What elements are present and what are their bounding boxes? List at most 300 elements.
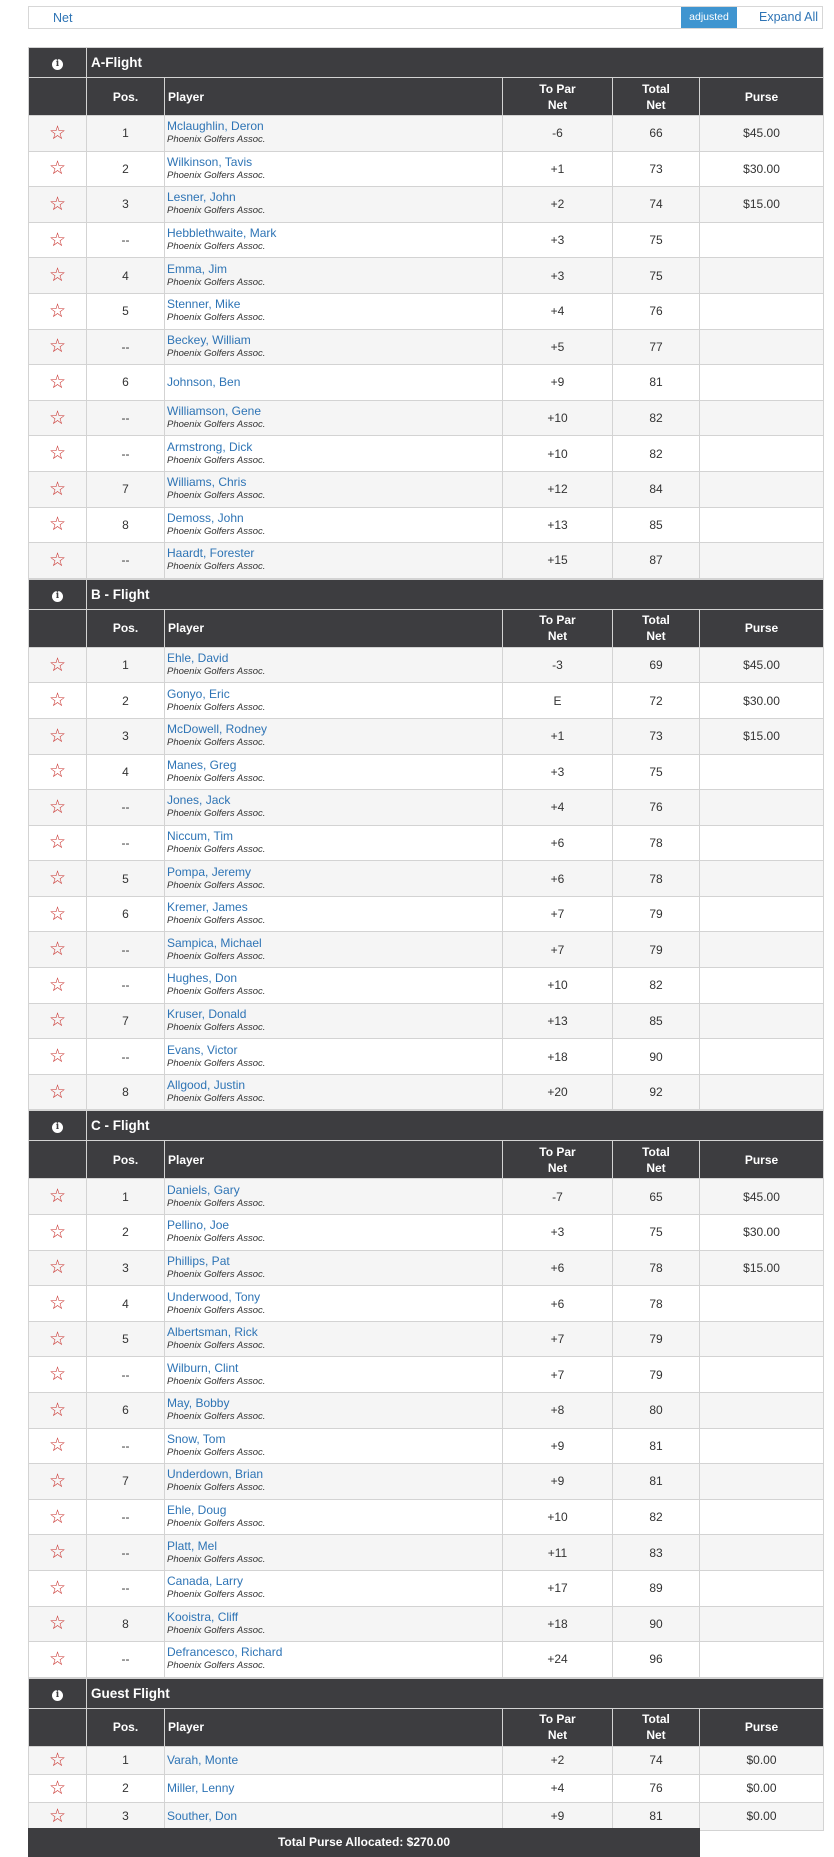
purse: $15.00 <box>700 187 824 223</box>
favorite-cell[interactable] <box>29 1570 87 1606</box>
col-pos[interactable]: Pos. <box>87 609 165 647</box>
player-club: Phoenix Golfers Assoc. <box>167 525 266 537</box>
total-net: 79 <box>613 1321 700 1357</box>
player-name-link[interactable]: Albertsman, Rick <box>167 1325 258 1340</box>
player-name-link[interactable]: Haardt, Forester <box>167 546 255 561</box>
table-row <box>29 151 824 187</box>
total-purse: Total Purse Allocated: $270.00 <box>28 1828 700 1857</box>
col-to-par-line2: Net <box>547 1728 568 1743</box>
player-name-link[interactable]: Varah, Monte <box>167 1753 239 1768</box>
player-club: Phoenix Golfers Assoc. <box>167 276 266 288</box>
favorite-cell[interactable] <box>29 1250 87 1286</box>
favorite-cell[interactable] <box>29 471 87 507</box>
player-cell <box>165 1642 503 1678</box>
table-row <box>29 1499 824 1535</box>
player-name-link[interactable]: Sampica, Michael <box>167 935 262 950</box>
col-total[interactable] <box>613 1141 700 1179</box>
favorite-cell[interactable] <box>29 400 87 436</box>
star-icon[interactable]: ☆ <box>48 1398 67 1421</box>
star-icon[interactable]: ☆ <box>48 1220 67 1243</box>
position: 3 <box>87 1250 165 1286</box>
col-total[interactable] <box>613 609 700 647</box>
info-cell[interactable] <box>29 1111 87 1141</box>
star-icon[interactable]: ☆ <box>48 1185 67 1208</box>
purse <box>700 471 824 507</box>
to-par-net: +7 <box>503 896 613 932</box>
to-par-net: +4 <box>503 1774 613 1802</box>
player-club: Phoenix Golfers Assoc. <box>167 419 266 431</box>
position: 3 <box>87 718 165 754</box>
player-cell <box>165 754 503 790</box>
player-name-link[interactable]: Allgood, Justin <box>167 1078 246 1093</box>
total-net: 83 <box>613 1535 700 1571</box>
purse <box>700 968 824 1004</box>
star-icon[interactable]: ☆ <box>48 689 67 712</box>
player-name-link[interactable]: Jones, Jack <box>167 793 231 808</box>
total-net: 79 <box>613 1357 700 1393</box>
total-net: 85 <box>613 507 700 543</box>
col-player[interactable]: Player <box>165 609 503 647</box>
star-icon[interactable]: ☆ <box>48 335 67 358</box>
col-pos[interactable]: Pos. <box>87 78 165 116</box>
to-par-net: +2 <box>503 1746 613 1774</box>
total-net: 73 <box>613 718 700 754</box>
position: 6 <box>87 896 165 932</box>
to-par-net: -7 <box>503 1179 613 1215</box>
to-par-net: +18 <box>503 1606 613 1642</box>
favorite-cell[interactable] <box>29 1393 87 1429</box>
player-cell <box>165 1074 503 1110</box>
favorite-cell[interactable] <box>29 1003 87 1039</box>
col-total-line2: Net <box>646 1160 666 1175</box>
favorite-cell[interactable] <box>29 1321 87 1357</box>
player-name-link[interactable]: Niccum, Tim <box>167 828 233 843</box>
info-icon[interactable]: i <box>52 591 63 602</box>
player-name-link[interactable]: Phillips, Pat <box>167 1253 230 1268</box>
star-icon[interactable]: ☆ <box>48 264 67 287</box>
info-icon[interactable]: i <box>52 1690 63 1701</box>
favorite-cell[interactable] <box>29 718 87 754</box>
player-club: Phoenix Golfers Assoc. <box>167 134 266 146</box>
player-cell <box>165 1499 503 1535</box>
player-name-link[interactable]: Gonyo, Eric <box>167 686 230 701</box>
purse <box>700 1393 824 1429</box>
to-par-net: +3 <box>503 1215 613 1251</box>
player-club: Phoenix Golfers Assoc. <box>167 1268 266 1280</box>
col-total-line2: Net <box>646 629 666 644</box>
star-icon[interactable]: ☆ <box>48 157 67 180</box>
player-cell <box>165 471 503 507</box>
position: -- <box>87 825 165 861</box>
player-name-link[interactable]: Stenner, Mike <box>167 297 241 312</box>
player-cell <box>165 365 503 401</box>
player-name-link[interactable]: May, Bobby <box>167 1396 230 1411</box>
player-name-link[interactable]: Ehle, David <box>167 651 229 666</box>
to-par-net: +17 <box>503 1570 613 1606</box>
favorite-cell[interactable] <box>29 790 87 826</box>
star-icon[interactable]: ☆ <box>48 299 67 322</box>
col-to-par[interactable] <box>503 1141 613 1179</box>
to-par-net: -6 <box>503 116 613 152</box>
col-player[interactable]: Player <box>165 1708 503 1746</box>
purse <box>700 400 824 436</box>
position: -- <box>87 1499 165 1535</box>
player-name-link[interactable]: Kooistra, Cliff <box>167 1609 239 1624</box>
purse <box>700 1499 824 1535</box>
star-icon[interactable]: ☆ <box>48 1776 67 1799</box>
favorite-cell[interactable] <box>29 116 87 152</box>
flight-name: C - Flight <box>87 1111 824 1141</box>
player-name-link[interactable]: Manes, Greg <box>167 757 237 772</box>
star-icon[interactable]: ☆ <box>48 121 67 144</box>
star-icon[interactable]: ☆ <box>48 1541 67 1564</box>
col-pos[interactable]: Pos. <box>87 1141 165 1179</box>
info-cell[interactable] <box>29 579 87 609</box>
player-name-link[interactable]: Kruser, Donald <box>167 1006 247 1021</box>
star-icon[interactable]: ☆ <box>48 1748 67 1771</box>
favorite-cell[interactable] <box>29 329 87 365</box>
purse: $15.00 <box>700 1250 824 1286</box>
table-row <box>29 790 824 826</box>
player-name-link[interactable]: Pompa, Jeremy <box>167 864 252 879</box>
favorite-cell[interactable] <box>29 1802 87 1830</box>
star-icon[interactable]: ☆ <box>48 973 67 996</box>
position: 8 <box>87 507 165 543</box>
position: 4 <box>87 258 165 294</box>
favorite-cell[interactable] <box>29 683 87 719</box>
favorite-cell[interactable] <box>29 1606 87 1642</box>
table-row <box>29 1464 824 1500</box>
table-row <box>29 543 824 579</box>
player-name-link[interactable]: Mclaughlin, Deron <box>167 119 264 134</box>
to-par-net: +12 <box>503 471 613 507</box>
net-tab[interactable]: Net <box>53 11 73 25</box>
flight-header <box>29 48 824 78</box>
player-cell <box>165 1802 503 1830</box>
star-icon[interactable]: ☆ <box>48 1647 67 1670</box>
purse: $0.00 <box>700 1802 824 1830</box>
table-row <box>29 400 824 436</box>
player-club: Phoenix Golfers Assoc. <box>167 701 266 713</box>
player-name-link[interactable]: Hughes, Don <box>167 971 238 986</box>
favorite-cell[interactable] <box>29 1535 87 1571</box>
player-name-link[interactable]: Johnson, Ben <box>167 375 241 390</box>
favorite-cell[interactable] <box>29 543 87 579</box>
favorite-cell[interactable] <box>29 825 87 861</box>
player-cell <box>165 1393 503 1429</box>
col-total-line2: Net <box>646 97 666 112</box>
total-net: 78 <box>613 1250 700 1286</box>
total-net: 78 <box>613 861 700 897</box>
total-net: 77 <box>613 329 700 365</box>
position: 7 <box>87 471 165 507</box>
table-row <box>29 968 824 1004</box>
star-icon[interactable]: ☆ <box>48 867 67 890</box>
player-cell <box>165 790 503 826</box>
col-purse[interactable]: Purse <box>700 1708 824 1746</box>
to-par-net: +7 <box>503 1357 613 1393</box>
player-cell <box>165 1774 503 1802</box>
star-icon[interactable]: ☆ <box>48 1256 67 1279</box>
purse: $30.00 <box>700 683 824 719</box>
flight-table <box>28 1110 824 1677</box>
star-icon[interactable]: ☆ <box>48 1505 67 1528</box>
to-par-net: +15 <box>503 543 613 579</box>
star-icon[interactable]: ☆ <box>48 1327 67 1350</box>
purse: $0.00 <box>700 1746 824 1774</box>
player-name-link[interactable]: Defrancesco, Richard <box>167 1645 283 1660</box>
star-icon[interactable]: ☆ <box>48 795 67 818</box>
col-player[interactable]: Player <box>165 1141 503 1179</box>
flight-table <box>28 47 824 579</box>
favorite-cell[interactable] <box>29 1357 87 1393</box>
player-club: Phoenix Golfers Assoc. <box>167 347 266 359</box>
favorite-cell[interactable] <box>29 932 87 968</box>
col-purse[interactable]: Purse <box>700 78 824 116</box>
player-club: Phoenix Golfers Assoc. <box>167 843 266 855</box>
player-club: Phoenix Golfers Assoc. <box>167 1411 266 1423</box>
player-name-link[interactable]: Platt, Mel <box>167 1538 218 1553</box>
star-icon[interactable]: ☆ <box>48 1434 67 1457</box>
star-icon[interactable]: ☆ <box>48 1612 67 1635</box>
col-to-par[interactable] <box>503 609 613 647</box>
star-icon[interactable]: ☆ <box>48 902 67 925</box>
total-net: 96 <box>613 1642 700 1678</box>
player-name-link[interactable]: Kremer, James <box>167 900 248 915</box>
total-net: 87 <box>613 543 700 579</box>
position: -- <box>87 222 165 258</box>
col-total-line1: Total <box>642 1144 670 1159</box>
favorite-cell[interactable] <box>29 1774 87 1802</box>
position: 1 <box>87 1179 165 1215</box>
star-icon[interactable]: ☆ <box>48 513 67 536</box>
star-icon[interactable]: ☆ <box>48 1292 67 1315</box>
player-name-link[interactable]: Evans, Victor <box>167 1042 238 1057</box>
player-name-link[interactable]: Demoss, John <box>167 510 244 525</box>
purse <box>700 1570 824 1606</box>
favorite-cell[interactable] <box>29 187 87 223</box>
favorite-cell[interactable] <box>29 896 87 932</box>
player-club: Phoenix Golfers Assoc. <box>167 879 266 891</box>
col-to-par-line2: Net <box>547 97 568 112</box>
star-icon[interactable]: ☆ <box>48 1363 67 1386</box>
star-icon[interactable]: ☆ <box>48 406 67 429</box>
favorite-cell[interactable] <box>29 1642 87 1678</box>
player-club: Phoenix Golfers Assoc. <box>167 986 266 998</box>
total-net: 89 <box>613 1570 700 1606</box>
position: 2 <box>87 1215 165 1251</box>
col-purse[interactable]: Purse <box>700 1141 824 1179</box>
player-club: Phoenix Golfers Assoc. <box>167 808 266 820</box>
favorite-cell[interactable] <box>29 1215 87 1251</box>
table-row <box>29 1428 824 1464</box>
purse <box>700 1074 824 1110</box>
total-net: 76 <box>613 790 700 826</box>
player-cell <box>165 1570 503 1606</box>
star-icon[interactable]: ☆ <box>48 1045 67 1068</box>
info-cell[interactable] <box>29 1678 87 1708</box>
favorite-cell[interactable] <box>29 1286 87 1322</box>
favorite-cell[interactable] <box>29 1746 87 1774</box>
star-icon[interactable]: ☆ <box>48 653 67 676</box>
star-icon[interactable]: ☆ <box>48 831 67 854</box>
star-icon[interactable]: ☆ <box>48 1804 67 1827</box>
total-net: 75 <box>613 1215 700 1251</box>
player-name-link[interactable]: Souther, Don <box>167 1809 238 1824</box>
purse: $45.00 <box>700 647 824 683</box>
position: -- <box>87 790 165 826</box>
player-cell <box>165 932 503 968</box>
favorite-cell[interactable] <box>29 1039 87 1075</box>
star-icon[interactable]: ☆ <box>48 477 67 500</box>
total-net: 78 <box>613 825 700 861</box>
position: -- <box>87 968 165 1004</box>
player-name-link[interactable]: Williamson, Gene <box>167 404 262 419</box>
star-icon[interactable]: ☆ <box>48 1469 67 1492</box>
table-row <box>29 1250 824 1286</box>
table-row <box>29 365 824 401</box>
table-row <box>29 222 824 258</box>
purse: $0.00 <box>700 1774 824 1802</box>
star-icon[interactable]: ☆ <box>48 548 67 571</box>
to-par-net: +10 <box>503 436 613 472</box>
expand-all-button[interactable]: Expand All <box>759 10 819 24</box>
col-total[interactable] <box>613 78 700 116</box>
purse <box>700 1535 824 1571</box>
star-icon[interactable]: ☆ <box>48 442 67 465</box>
star-icon[interactable]: ☆ <box>48 1080 67 1103</box>
purse <box>700 896 824 932</box>
star-icon[interactable]: ☆ <box>48 1576 67 1599</box>
table-row <box>29 1746 824 1774</box>
star-icon[interactable]: ☆ <box>48 370 67 393</box>
to-par-net: +2 <box>503 187 613 223</box>
favorite-cell[interactable] <box>29 507 87 543</box>
star-icon[interactable]: ☆ <box>48 228 67 251</box>
player-name-link[interactable]: Snow, Tom <box>167 1431 226 1446</box>
player-name-link[interactable]: Armstrong, Dick <box>167 439 253 454</box>
info-icon[interactable]: i <box>52 1122 63 1133</box>
to-par-net: +1 <box>503 718 613 754</box>
position: -- <box>87 436 165 472</box>
table-row <box>29 932 824 968</box>
col-favorite <box>29 1141 87 1179</box>
col-player[interactable]: Player <box>165 78 503 116</box>
player-club: Phoenix Golfers Assoc. <box>167 1304 266 1316</box>
favorite-cell[interactable] <box>29 436 87 472</box>
player-name-link[interactable]: Wilkinson, Tavis <box>167 154 253 169</box>
star-icon[interactable]: ☆ <box>48 724 67 747</box>
player-name-link[interactable]: Pellino, Joe <box>167 1218 230 1233</box>
col-to-par[interactable] <box>503 78 613 116</box>
position: -- <box>87 1039 165 1075</box>
favorite-cell[interactable] <box>29 1179 87 1215</box>
player-name-link[interactable]: Miller, Lenny <box>167 1781 235 1796</box>
favorite-cell[interactable] <box>29 293 87 329</box>
favorite-cell[interactable] <box>29 365 87 401</box>
to-par-net: +4 <box>503 790 613 826</box>
position: -- <box>87 400 165 436</box>
player-name-link[interactable]: Underdown, Brian <box>167 1467 264 1482</box>
to-par-net: +6 <box>503 825 613 861</box>
purse <box>700 861 824 897</box>
position: 5 <box>87 861 165 897</box>
info-cell[interactable] <box>29 48 87 78</box>
player-name-link[interactable]: Canada, Larry <box>167 1574 244 1589</box>
col-total[interactable] <box>613 1708 700 1746</box>
to-par-net: +7 <box>503 1321 613 1357</box>
col-purse[interactable]: Purse <box>700 609 824 647</box>
star-icon[interactable]: ☆ <box>48 192 67 215</box>
player-club: Phoenix Golfers Assoc. <box>167 169 266 181</box>
favorite-cell[interactable] <box>29 1074 87 1110</box>
to-par-net: +1 <box>503 151 613 187</box>
column-header-row <box>29 1141 824 1179</box>
player-name-link[interactable]: Williams, Chris <box>167 475 247 490</box>
favorite-cell[interactable] <box>29 861 87 897</box>
table-row <box>29 1074 824 1110</box>
player-club: Phoenix Golfers Assoc. <box>167 1021 266 1033</box>
player-name-link[interactable]: McDowell, Rodney <box>167 722 268 737</box>
player-name-link[interactable]: Daniels, Gary <box>167 1182 240 1197</box>
player-name-link[interactable]: Ehle, Doug <box>167 1503 227 1518</box>
player-name-link[interactable]: Lesner, John <box>167 190 236 205</box>
star-icon[interactable]: ☆ <box>48 938 67 961</box>
favorite-cell[interactable] <box>29 1464 87 1500</box>
col-total-line1: Total <box>642 81 670 96</box>
favorite-cell[interactable] <box>29 968 87 1004</box>
total-net: 81 <box>613 1802 700 1830</box>
player-name-link[interactable]: Wilburn, Clint <box>167 1360 239 1375</box>
position: 8 <box>87 1074 165 1110</box>
purse <box>700 507 824 543</box>
total-net: 81 <box>613 365 700 401</box>
favorite-cell[interactable] <box>29 258 87 294</box>
info-icon[interactable]: i <box>52 59 63 70</box>
table-row <box>29 293 824 329</box>
total-net: 81 <box>613 1428 700 1464</box>
player-club: Phoenix Golfers Assoc. <box>167 490 266 502</box>
favorite-cell[interactable] <box>29 754 87 790</box>
col-pos[interactable]: Pos. <box>87 1708 165 1746</box>
favorite-cell[interactable] <box>29 151 87 187</box>
star-icon[interactable]: ☆ <box>48 1009 67 1032</box>
position: 8 <box>87 1606 165 1642</box>
col-favorite <box>29 78 87 116</box>
favorite-cell[interactable] <box>29 222 87 258</box>
adjusted-toggle[interactable]: adjusted <box>681 7 737 28</box>
player-cell <box>165 187 503 223</box>
total-net: 82 <box>613 1499 700 1535</box>
player-name-link[interactable]: Hebblethwaite, Mark <box>167 226 277 241</box>
col-to-par[interactable] <box>503 1708 613 1746</box>
player-club: Phoenix Golfers Assoc. <box>167 312 266 324</box>
favorite-cell[interactable] <box>29 647 87 683</box>
player-name-link[interactable]: Beckey, William <box>167 332 251 347</box>
player-cell <box>165 1286 503 1322</box>
player-name-link[interactable]: Emma, Jim <box>167 261 227 276</box>
player-name-link[interactable]: Underwood, Tony <box>167 1289 261 1304</box>
table-row <box>29 1606 824 1642</box>
position: 1 <box>87 1746 165 1774</box>
player-cell <box>165 896 503 932</box>
favorite-cell[interactable] <box>29 1499 87 1535</box>
favorite-cell[interactable] <box>29 1428 87 1464</box>
table-row <box>29 436 824 472</box>
purse <box>700 436 824 472</box>
purse <box>700 1642 824 1678</box>
star-icon[interactable]: ☆ <box>48 760 67 783</box>
